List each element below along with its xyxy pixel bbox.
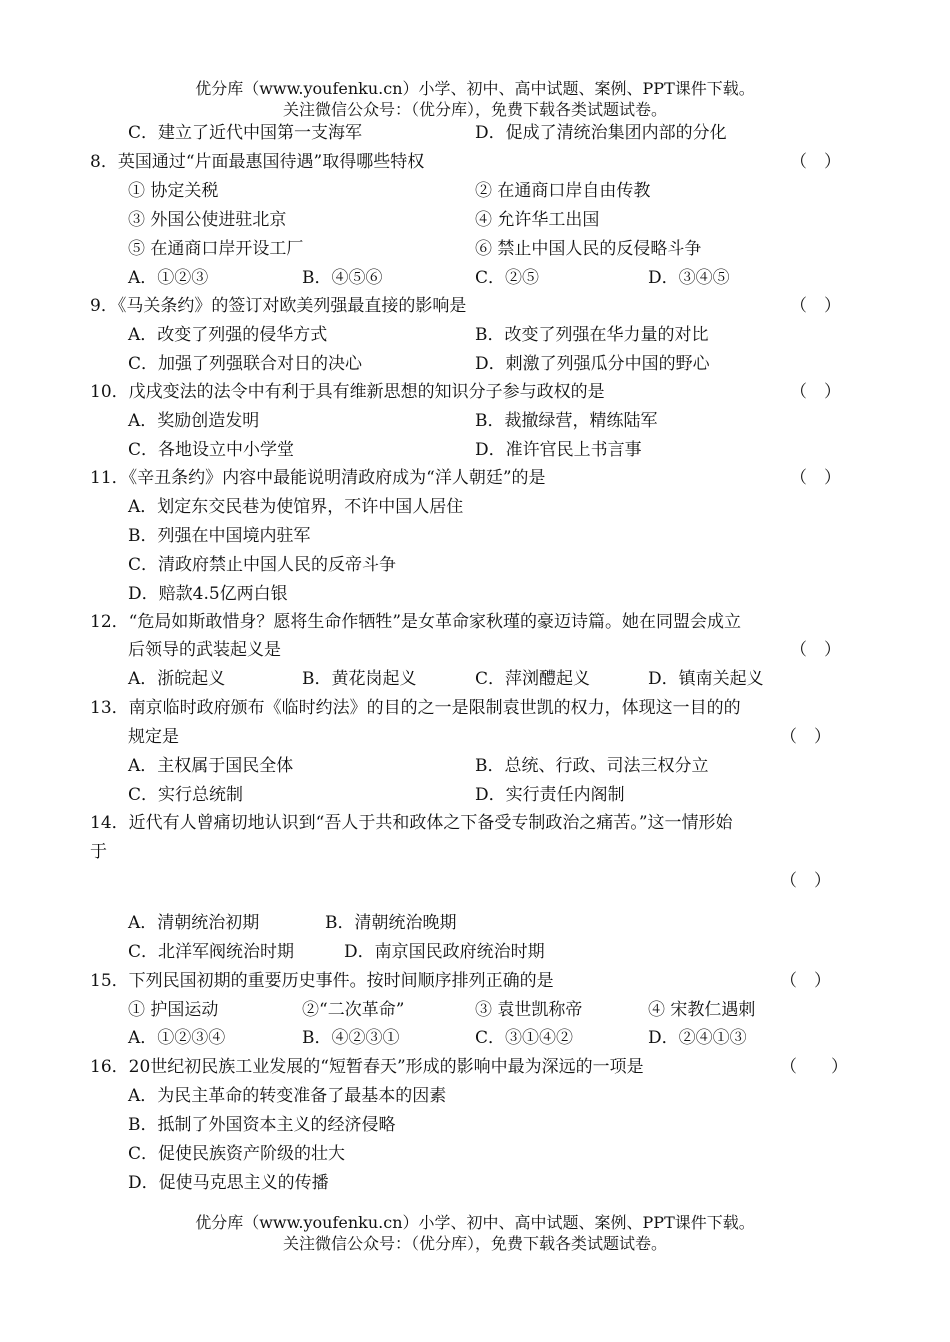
q8-item-1: ① 协定关税: [128, 181, 219, 201]
q12-stem-line-1: 12．“危局如斯敢惜身？愿将生命作牺牲”是女革命家秋瑾的豪迈诗篇。她在同盟会成立: [90, 612, 742, 632]
q8-item-5: ⑤ 在通商口岸开设工厂: [128, 239, 304, 259]
q15-item-4: ④ 宋教仁遇刺: [648, 1000, 756, 1020]
q8-item-3: ③ 外国公使进驻北京: [128, 210, 287, 230]
q15-option-c: C．③①④②: [475, 1028, 574, 1048]
q8-option-b: B．④⑤⑥: [302, 268, 383, 288]
q7-option-c: C．建立了近代中国第一支海军: [128, 123, 363, 143]
q15-stem: 15．下列民国初期的重要历史事件。按时间顺序排列正确的是: [90, 971, 554, 991]
q9-answer-blank: （ ）: [790, 296, 841, 316]
q9-option-d: D．刺激了列强瓜分中国的野心: [475, 354, 710, 374]
q12-stem-line-2: 后领导的武装起义是: [128, 640, 281, 660]
q11-stem: 11．《辛丑条约》内容中最能说明清政府成为“洋人朝廷”的是: [90, 468, 546, 488]
q10-option-a: A．奖励创造发明: [128, 411, 260, 431]
q16-option-b: B．抵制了外国资本主义的经济侵略: [128, 1115, 396, 1135]
q16-option-a: A．为民主革命的转变准备了最基本的因素: [128, 1086, 447, 1106]
q11-answer-blank: （ ）: [790, 468, 841, 488]
q14-stem-line-1: 14．近代有人曾痛切地认识到“吾人于共和政体之下备受专制政治之痛苦。”这一情形始: [90, 813, 733, 833]
q9-option-b: B．改变了列强在华力量的对比: [475, 325, 709, 345]
q10-option-b: B．裁撤绿营，精练陆军: [475, 411, 658, 431]
q16-answer-blank: （ ）: [780, 1057, 848, 1077]
q11-option-a: A．划定东交民巷为使馆界，不许中国人居住: [128, 497, 464, 517]
header-line-2: 关注微信公众号：（优分库），免费下载各类试题试卷。: [282, 100, 667, 119]
footer-line-1: 优分库（www.youfenku.cn）小学、初中、高中试题、案例、PPT课件下载。: [195, 1213, 755, 1232]
q16-stem: 16．20世纪初民族工业发展的“短暂春天”形成的影响中最为深远的一项是: [90, 1057, 644, 1077]
q11-option-d: D．赔款4.5亿两白银: [128, 584, 288, 604]
q8-option-c: C．②⑤: [475, 268, 540, 288]
q13-answer-blank: （ ）: [780, 727, 831, 747]
q8-option-a: A．①②③: [128, 268, 209, 288]
q12-answer-blank: （ ）: [790, 640, 841, 660]
q13-option-c: C．实行总统制: [128, 785, 244, 805]
q15-item-1: ① 护国运动: [128, 1000, 219, 1020]
q16-option-c: C．促使民族资产阶级的壮大: [128, 1144, 346, 1164]
q14-answer-blank: （ ）: [780, 871, 831, 891]
q16-option-d: D．促使马克思主义的传播: [128, 1173, 329, 1193]
q8-item-2: ② 在通商口岸自由传教: [475, 181, 651, 201]
q8-answer-blank: （ ）: [790, 152, 841, 172]
q14-stem-line-2: 于: [90, 842, 107, 862]
q15-option-d: D．②④①③: [648, 1028, 747, 1048]
q14-option-a: A．清朝统治初期: [128, 913, 260, 933]
q15-item-2: ②“二次革命”: [302, 1000, 405, 1020]
q8-stem: 8．英国通过“片面最惠国待遇”取得哪些特权: [90, 152, 425, 172]
q8-item-6: ⑥ 禁止中国人民的反侵略斗争: [475, 239, 702, 259]
q12-option-b: B．黄花岗起义: [302, 669, 417, 689]
q10-option-d: D．准许官民上书言事: [475, 440, 642, 460]
q15-option-b: B．④②③①: [302, 1028, 400, 1048]
q8-item-4: ④ 允许华工出国: [475, 210, 600, 230]
q8-option-d: D．③④⑤: [648, 268, 730, 288]
q10-option-c: C．各地设立中小学堂: [128, 440, 295, 460]
q14-option-d: D．南京国民政府统治时期: [344, 942, 545, 962]
q10-stem: 10．戊戌变法的法令中有利于具有维新思想的知识分子参与政权的是: [90, 382, 605, 402]
q9-stem: 9．《马关条约》的签订对欧美列强最直接的影响是: [90, 296, 467, 316]
q7-option-d: D．促成了清统治集团内部的分化: [475, 123, 727, 143]
q9-option-c: C．加强了列强联合对日的决心: [128, 354, 363, 374]
q15-item-3: ③ 袁世凯称帝: [475, 1000, 583, 1020]
q10-answer-blank: （ ）: [790, 382, 841, 402]
header-line-1: 优分库（www.youfenku.cn）小学、初中、高中试题、案例、PPT课件下载。: [195, 79, 755, 98]
q13-option-a: A．主权属于国民全体: [128, 756, 294, 776]
q11-option-c: C．清政府禁止中国人民的反帝斗争: [128, 555, 397, 575]
q9-option-a: A．改变了列强的侵华方式: [128, 325, 328, 345]
q14-option-c: C．北洋军阀统治时期: [128, 942, 295, 962]
q12-option-a: A．浙皖起义: [128, 669, 226, 689]
q11-option-b: B．列强在中国境内驻军: [128, 526, 311, 546]
q15-option-a: A．①②③④: [128, 1028, 226, 1048]
footer-line-2: 关注微信公众号：（优分库），免费下载各类试题试卷。: [282, 1234, 667, 1253]
q12-option-d: D．镇南关起义: [648, 669, 764, 689]
q13-stem-line-1: 13．南京临时政府颁布《临时约法》的目的之一是限制袁世凯的权力，体现这一目的的: [90, 698, 741, 718]
q14-option-b: B．清朝统治晚期: [325, 913, 457, 933]
q13-option-d: D．实行责任内阁制: [475, 785, 625, 805]
q13-option-b: B．总统、行政、司法三权分立: [475, 756, 709, 776]
q13-stem-line-2: 规定是: [128, 727, 179, 747]
q12-option-c: C．萍浏醴起义: [475, 669, 591, 689]
q15-answer-blank: （ ）: [780, 971, 831, 991]
